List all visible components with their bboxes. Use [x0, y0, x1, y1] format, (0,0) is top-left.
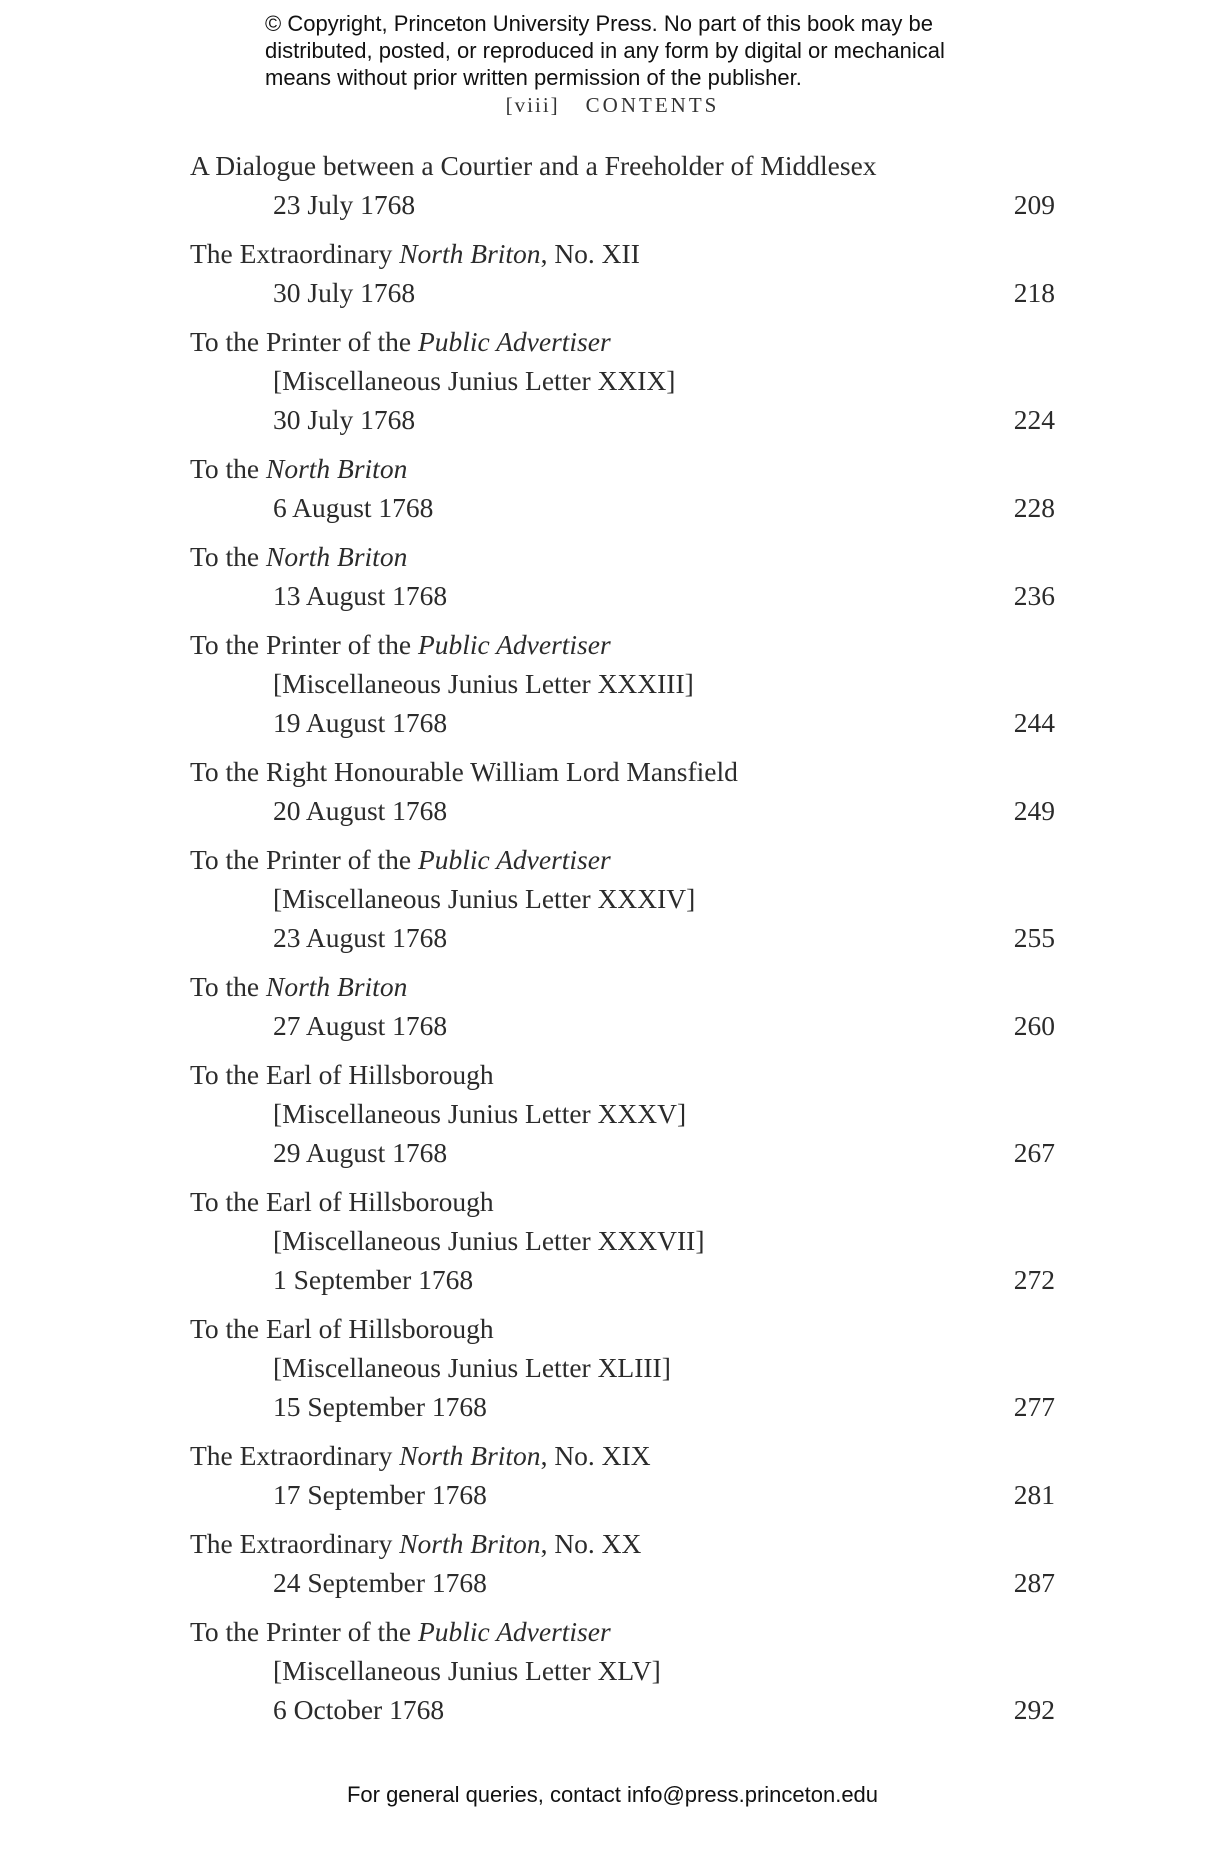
toc-entry-title [190, 1612, 1055, 1651]
toc-page-number: 236 [1013, 580, 1055, 611]
toc-entry-date: 13 August 1768 [273, 580, 448, 611]
toc-entry [190, 1055, 1055, 1172]
toc-entry [190, 449, 1055, 527]
toc-page-number: 224 [1013, 404, 1055, 435]
toc-title-pre: To the Printer of the [190, 326, 418, 357]
toc-title-post: , No. XIX [540, 1440, 651, 1471]
copyright-notice [265, 10, 985, 91]
toc-entry-date-row [190, 703, 1055, 742]
toc-page-number: 292 [1013, 1694, 1055, 1725]
footer-contact: For general queries, contact info@press.princeton.edu [346, 1782, 879, 1807]
toc-entry-title [190, 146, 1055, 185]
toc-entry-subtitle: [Miscellaneous Junius Letter XXXIII] [273, 668, 694, 699]
toc-entry [190, 1612, 1055, 1729]
toc-title-pre: A Dialogue between a Courtier and a Freeholder of Middlesex [190, 150, 877, 181]
toc-entry-date-row [190, 1006, 1055, 1045]
toc-entry-title [190, 1436, 1055, 1475]
toc-entry [190, 1524, 1055, 1602]
toc-entry-title [190, 1309, 1055, 1348]
toc-entry-title [190, 234, 1055, 273]
toc-title-pre: To the [190, 453, 266, 484]
toc-entry-date: 23 July 1768 [273, 189, 416, 220]
toc-entry-date: 6 October 1768 [273, 1694, 445, 1725]
toc-page-number: 272 [1013, 1264, 1055, 1295]
toc-entry-title [190, 1524, 1055, 1563]
toc-page-number: 218 [1013, 277, 1055, 308]
toc-entry-date: 29 August 1768 [273, 1137, 448, 1168]
toc-entry [190, 322, 1055, 439]
toc-entry-date-row [190, 1563, 1055, 1602]
toc-title-italic: North Briton [399, 238, 541, 269]
table-of-contents [190, 146, 1055, 1739]
toc-title-italic: Public Advertiser [417, 1616, 611, 1647]
toc-title-pre: To the [190, 541, 266, 572]
toc-entry-date-row [190, 1260, 1055, 1299]
toc-entry-date: 30 July 1768 [273, 404, 416, 435]
toc-entry-date: 15 September 1768 [273, 1391, 487, 1422]
toc-entry-date-row [190, 576, 1055, 615]
toc-page-number: 281 [1013, 1479, 1055, 1510]
toc-entry-date: 19 August 1768 [273, 707, 448, 738]
toc-title-pre: To the Earl of Hillsborough [190, 1059, 494, 1090]
toc-page-number: 260 [1013, 1010, 1055, 1041]
toc-entry-date-row [190, 1133, 1055, 1172]
toc-page-number: 267 [1013, 1137, 1055, 1168]
toc-title-italic: North Briton [399, 1528, 541, 1559]
toc-page-number: 287 [1013, 1567, 1055, 1598]
toc-entry-date: 24 September 1768 [273, 1567, 487, 1598]
toc-title-italic: North Briton [265, 971, 408, 1002]
toc-entry [190, 146, 1055, 224]
toc-title-pre: The Extraordinary [190, 1528, 400, 1559]
toc-entry-date-row [190, 1387, 1055, 1426]
toc-entry [190, 752, 1055, 830]
toc-title-pre: To the Printer of the [190, 629, 418, 660]
toc-entry-title [190, 625, 1055, 664]
toc-entry-date-row [190, 918, 1055, 957]
toc-entry [190, 1182, 1055, 1299]
toc-entry-title [190, 1182, 1055, 1221]
running-head-label: CONTENTS [585, 93, 720, 117]
toc-page-number: 209 [1013, 189, 1055, 220]
toc-page-number: 255 [1013, 922, 1055, 953]
toc-entry [190, 537, 1055, 615]
toc-entry-date-row [190, 488, 1055, 527]
toc-entry-subtitle: [Miscellaneous Junius Letter XXXIV] [273, 883, 696, 914]
toc-entry [190, 840, 1055, 957]
toc-page-number: 277 [1013, 1391, 1055, 1422]
page-folio: [viii] [505, 93, 560, 117]
toc-title-italic: North Briton [399, 1440, 541, 1471]
toc-entry-subtitle: [Miscellaneous Junius Letter XLV] [273, 1655, 661, 1686]
toc-title-pre: To the Earl of Hillsborough [190, 1186, 494, 1217]
copyright-line: distributed, posted, or reproduced in any form by digital or mechanical [265, 38, 945, 63]
copyright-line: © Copyright, Princeton University Press. No part of this book may be [265, 11, 933, 36]
toc-entry-title [190, 449, 1055, 488]
toc-title-post: , No. XII [540, 238, 640, 269]
toc-title-pre: The Extraordinary [190, 238, 400, 269]
toc-title-italic: Public Advertiser [417, 629, 611, 660]
toc-entry-date-row [190, 1475, 1055, 1514]
toc-title-pre: The Extraordinary [190, 1440, 400, 1471]
toc-entry-subtitle: [Miscellaneous Junius Letter XXIX] [273, 365, 676, 396]
toc-entry-date: 27 August 1768 [273, 1010, 448, 1041]
toc-title-italic: Public Advertiser [417, 844, 611, 875]
toc-entry-title [190, 322, 1055, 361]
copyright-line: means without prior written permission of the publisher. [265, 65, 802, 90]
toc-entry-title [190, 1055, 1055, 1094]
running-head [0, 93, 1225, 118]
toc-entry-subtitle: [Miscellaneous Junius Letter XLIII] [273, 1352, 671, 1383]
toc-page-number: 249 [1013, 795, 1055, 826]
toc-entry-date-row [190, 273, 1055, 312]
toc-entry-subtitle: [Miscellaneous Junius Letter XXXV] [273, 1098, 687, 1129]
toc-entry-title [190, 537, 1055, 576]
toc-entry-date-row [190, 791, 1055, 830]
toc-entry-date: 20 August 1768 [273, 795, 448, 826]
toc-title-italic: Public Advertiser [417, 326, 611, 357]
toc-entry-date-row [190, 400, 1055, 439]
toc-entry-date: 1 September 1768 [273, 1264, 474, 1295]
toc-title-pre: To the [190, 971, 266, 1002]
toc-title-post: , No. XX [540, 1528, 642, 1559]
toc-entry-date: 6 August 1768 [273, 492, 434, 523]
toc-title-italic: North Briton [265, 453, 408, 484]
toc-title-pre: To the Printer of the [190, 844, 418, 875]
toc-entry-date: 23 August 1768 [273, 922, 448, 953]
toc-entry [190, 625, 1055, 742]
toc-title-pre: To the Right Honourable William Lord Mansfield [190, 756, 738, 787]
toc-entry-title [190, 752, 1055, 791]
toc-entry-title [190, 967, 1055, 1006]
toc-entry-date: 30 July 1768 [273, 277, 416, 308]
toc-title-pre: To the Earl of Hillsborough [190, 1313, 494, 1344]
toc-entry-date-row [190, 185, 1055, 224]
toc-entry-subtitle: [Miscellaneous Junius Letter XXXVII] [273, 1225, 705, 1256]
toc-page-number: 244 [1013, 707, 1055, 738]
toc-title-pre: To the Printer of the [190, 1616, 418, 1647]
toc-entry-date: 17 September 1768 [273, 1479, 487, 1510]
toc-page-number: 228 [1013, 492, 1055, 523]
toc-entry [190, 1436, 1055, 1514]
toc-title-italic: North Briton [265, 541, 408, 572]
toc-entry [190, 1309, 1055, 1426]
toc-entry [190, 234, 1055, 312]
toc-entry-title [190, 840, 1055, 879]
toc-entry [190, 967, 1055, 1045]
toc-entry-date-row [190, 1690, 1055, 1729]
